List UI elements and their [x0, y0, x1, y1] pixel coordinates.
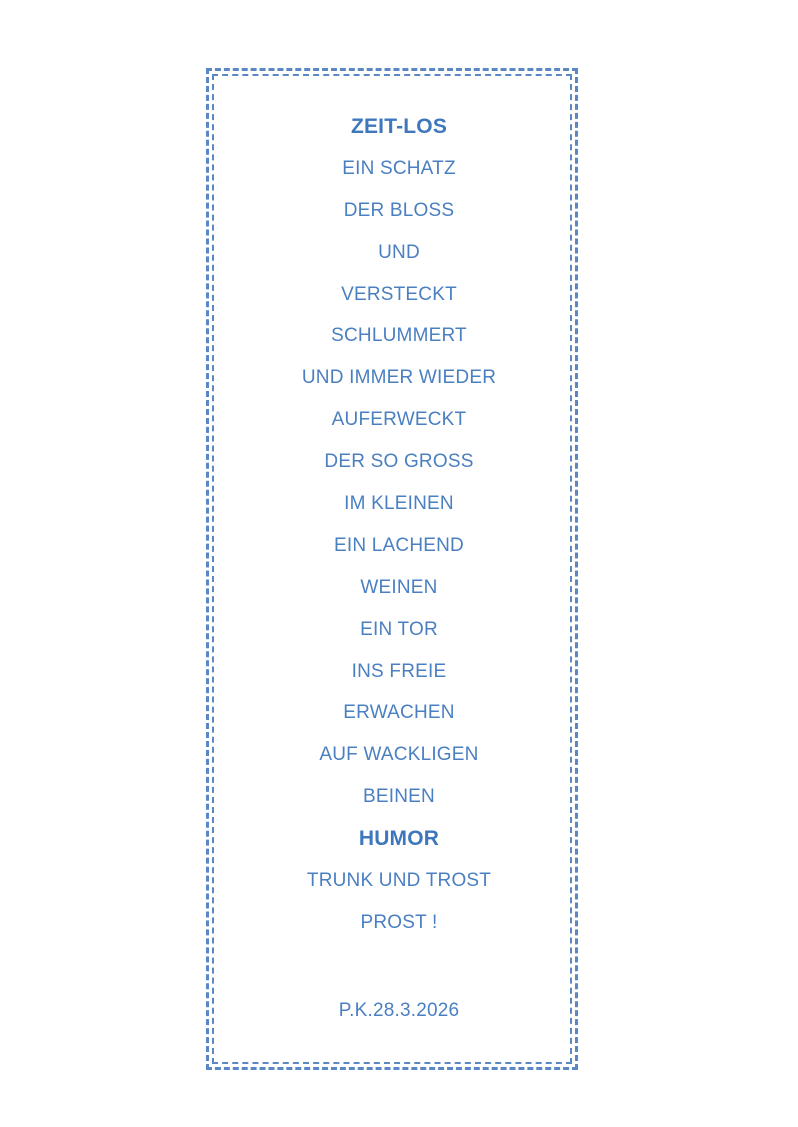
poem-line: UND: [378, 241, 420, 263]
poem-line: EIN SCHATZ: [342, 157, 456, 179]
poem-closing-line: PROST !: [360, 911, 438, 933]
poem-emphasis: HUMOR: [358, 827, 440, 851]
poem-line: SCHLUMMERT: [331, 325, 467, 347]
poem-line: EIN LACHEND: [334, 534, 464, 556]
poem-line: INS FREIE: [351, 660, 447, 682]
poem-line: AUF WACKLIGEN: [319, 744, 479, 766]
poem-line: EIN TOR: [360, 618, 438, 640]
poem-line: DER BLOSS: [343, 199, 455, 221]
poem-line: ERWACHEN: [343, 702, 455, 724]
poem-line: DER SO GROSS: [324, 451, 474, 473]
poem-line: IM KLEINEN: [344, 493, 454, 515]
poem-closing-line: TRUNK UND TROST: [306, 870, 492, 892]
poem: [214, 106, 584, 944]
poem-line: VERSTECKT: [341, 283, 457, 305]
poem-title: ZEIT-LOS: [350, 115, 448, 138]
poem-line: UND IMMER WIEDER: [301, 367, 497, 389]
signature-date: P.K.28.3.2026: [338, 1000, 460, 1021]
poem-line: BEINEN: [363, 786, 435, 808]
poem-line: AUFERWECKT: [331, 409, 467, 431]
poem-line: WEINEN: [360, 576, 438, 598]
